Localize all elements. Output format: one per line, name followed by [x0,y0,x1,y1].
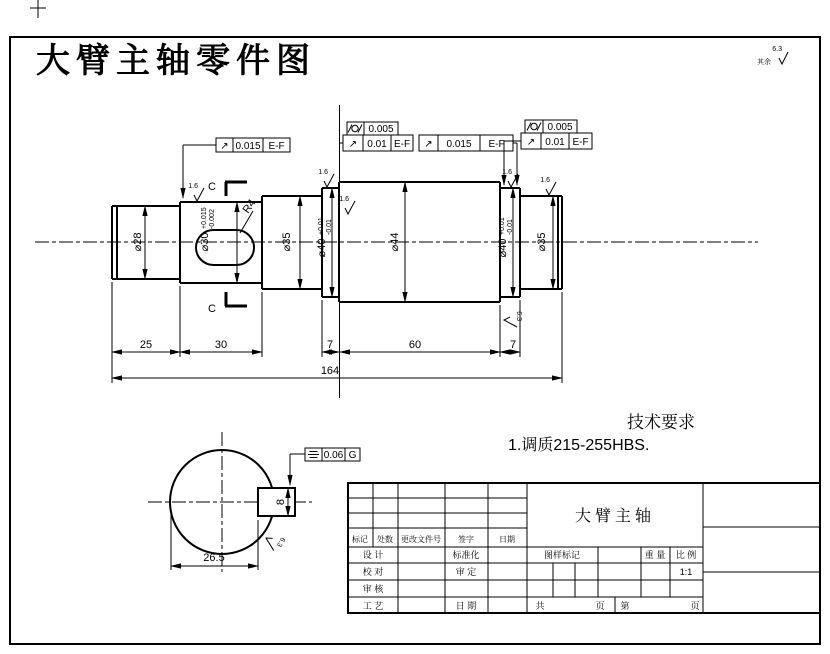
roughness-value: 6.3 [772,46,782,53]
tolerance-value: 0.005 [547,122,573,133]
len60-label: 60 [408,339,422,351]
len30-label: 30 [214,339,228,351]
len25-label: 25 [139,339,153,351]
page-title: 大臂主轴零件图 [36,42,316,80]
d30-label: ⌀30 [199,232,211,252]
d40-left-label: ⌀40 [316,238,328,258]
d35-right-label: ⌀35 [536,232,548,252]
d44-label: ⌀44 [389,232,401,252]
d40-right-label: ⌀40 [497,238,509,258]
label-total: 共 [535,601,545,611]
circular-runout-icon: ↗ [424,139,433,150]
row-approve: 审 定 [455,567,477,577]
tolerance-value: 0.01 [367,139,387,150]
part-name: 大臂主轴 [574,508,656,525]
keyway-radius-label: R4 [240,197,259,216]
scale-value: 1:1 [679,567,693,577]
roughness-value: 1.6 [339,196,349,203]
label-weight: 重 量 [644,550,666,560]
circular-runout-icon: ↗ [526,137,536,148]
hdr-mark: 标记 [352,535,368,544]
tolerance-value: 0.015 [446,139,472,150]
section-label-bottom: C [208,303,216,315]
row-date: 日 期 [455,601,477,611]
len164-label: 164 [320,365,340,377]
d30-lower-tol: -0.002 [209,209,216,229]
roughness-value: 1.6 [318,169,328,176]
d28-label: ⌀28 [132,232,144,252]
roughness-prefix-label: 其余 [757,59,771,66]
hdr-sign: 签字 [458,535,474,544]
datum-reference: E-F [488,139,505,150]
d40-right-upper-tol: +0.01 [499,217,506,235]
row-review: 审 核 [362,584,384,594]
len7b-label: 7 [509,339,517,351]
circular-runout-icon: ↗ [348,139,358,150]
roughness-value: 1.6 [502,169,512,176]
section-label-top: C [208,181,216,193]
tolerance-value: 0.01 [545,137,565,148]
circular-runout-icon: ↗ [220,141,229,152]
roughness-value: 1.6 [540,177,550,184]
label-drawing-mark: 图样标记 [543,550,581,560]
label-page-a: 页 [595,601,605,611]
datum-reference: E-F [393,139,411,150]
roughness-value: 6.3 [275,535,286,548]
label-page-b: 页 [690,601,700,611]
tech-requirements-heading: 技术要求 [627,413,695,432]
tech-requirements-item: 1.调质215-255HBS. [508,437,650,454]
len7a-label: 7 [326,339,334,351]
d30-upper-tol: +0.015 [201,207,208,229]
label-scale: 比 例 [675,550,697,560]
row-design: 设 计 [362,550,384,560]
datum-reference: G [348,450,357,461]
keyway-width-label: 8 [275,498,287,506]
hdr-doc-no: 更改文件号 [401,535,441,544]
d40-left-lower-tol: -0.01 [326,219,333,235]
section-width-label: 26.5 [203,552,225,564]
datum-reference: E-F [572,137,589,148]
roughness-value: 1.6 [188,183,198,190]
label-no: 第 [620,601,630,611]
tolerance-value: 0.005 [368,124,394,135]
title-block [348,483,820,613]
d40-right-lower-tol: -0.01 [507,219,514,235]
hdr-count: 处数 [377,535,393,544]
tolerance-value: 0.015 [235,141,261,152]
datum-reference: E-F [268,141,285,152]
row-standardize: 标准化 [452,550,480,560]
tolerance-value: 0.06 [323,450,344,461]
hdr-date: 日期 [499,535,515,544]
roughness-value: 6.3 [515,311,522,321]
row-check: 校 对 [362,567,384,577]
row-process: 工 艺 [362,601,384,611]
d35-left-label: ⌀35 [281,232,293,252]
d40-left-upper-tol: +0.01 [318,217,325,235]
